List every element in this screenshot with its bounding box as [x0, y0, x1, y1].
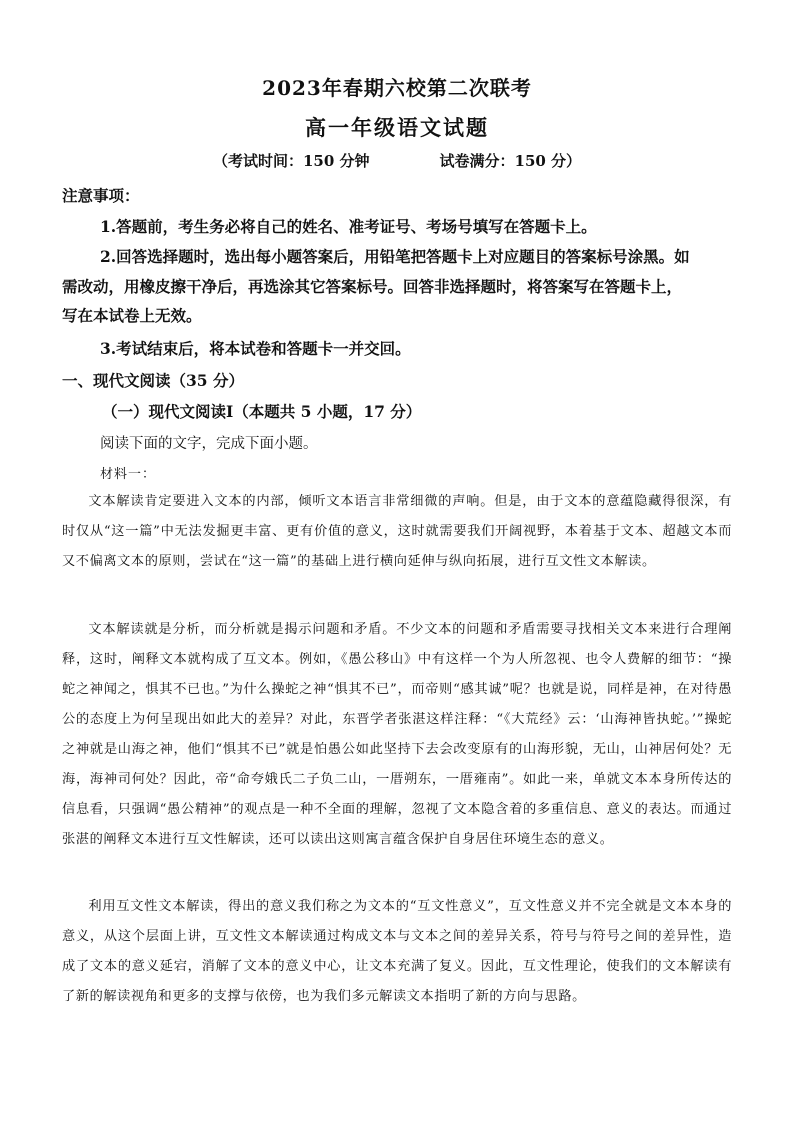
exam-info — [0, 150, 794, 171]
notice-item-2-line-1: 2.回答选择题时，选出每小题答案后，用铅笔把答题卡上对应题目的答案标号涂黑。如 — [100, 247, 690, 266]
exam-subtitle: 高一年级语文试题 — [305, 115, 489, 140]
passage-paragraph-3: 利用互文性文本解读，得出的意义我们称之为文本的“互文性意义”，互文性意义并不完全就是文本本身的意义，从这个层面上讲，互文性文本解读通过构成文本与文本之间的差异关系，符号与符号之间的差异性，造成了文本的意义延宕，消解了文本的意义中心，让文本充满了复义。因此，互文性理论，使我们的文本解读有了新的解读视角和更多的支撑与依傍，也为我们多元解读文本指明了新的方向与思路。 — [62, 899, 732, 1004]
notice-heading: 注意事项： — [62, 186, 140, 205]
subsection-heading: （一）现代文阅读Ⅰ（本题共 5 小题，17 分） — [102, 402, 422, 421]
material-label: 材料一： — [100, 467, 157, 482]
full-score: 试卷满分：150 分） — [439, 152, 582, 170]
passage-paragraph-2: 文本解读就是分析，而分析就是揭示问题和矛盾。不少文本的问题和矛盾需要寻找相关文本来进行合理阐释，这时，阐释文本就构成了互文本。例如，《愚公移山》中有这样一个为人所忽视、也令人费解的细节：“操蛇之神闻之，惧其不已也。”为什么操蛇之神“惧其不已”，而帝则“感其诚”呢？也就是说，同样是神，在对待愚公的态度上为何呈现出如此大的差异？对此，东晋学者张湛这样注释：“《大荒经》云：‘山海神皆执蛇。’”操蛇之神就是山海之神，他们“惧其不已”就是怕愚公如此坚持下去会改变原有的山海形貌，无山，山神居何处？无海，海神司何处？因此，帝“命夸娥氏二子负二山，一厝朔东，一厝雍南”。如此一来，单就文本本身所传达的信息看，只强调“愚公精神”的观点是一种不全面的理解，忽视了文本隐含着的多重信息、意义的表达。而通过张湛的阐释文本进行互文性解读，还可以读出这则寓言蕴含保护自身居住环境生态的意义。 — [62, 622, 732, 847]
exam-time: （考试时间：150 分钟 — [212, 152, 370, 170]
notice-item-2-line-3: 写在本试卷上无效。 — [62, 306, 202, 325]
exam-title: 2023年春期六校第二次联考 — [262, 76, 532, 100]
notice-item-1: 1.答题前，考生务必将自己的姓名、准考证号、考场号填写在答题卡上。 — [100, 217, 597, 236]
section-heading: 一、现代文阅读（35 分） — [62, 371, 244, 390]
reading-instruction: 阅读下面的文字，完成下面小题。 — [100, 436, 318, 452]
notice-item-2-line-2: 需改动，用橡皮擦干净后，再选涂其它答案标号。回答非选择题时，将答案写在答题卡上， — [62, 277, 683, 296]
notice-item-3: 3.考试结束后，将本试卷和答题卡一并交回。 — [100, 339, 411, 358]
passage-paragraph-1: 文本解读肯定要进入文本的内部，倾听文本语言非常细微的声响。但是，由于文本的意蕴隐藏得很深，有时仅从“这一篇”中无法发掘更丰富、更有价值的意义，这时就需要我们开阔视野，本着基于文本、超越文本而又不偏离文本的原则，尝试在“这一篇”的基础上进行横向延伸与纵向拓展，进行互文性文本解读。 — [62, 494, 732, 569]
